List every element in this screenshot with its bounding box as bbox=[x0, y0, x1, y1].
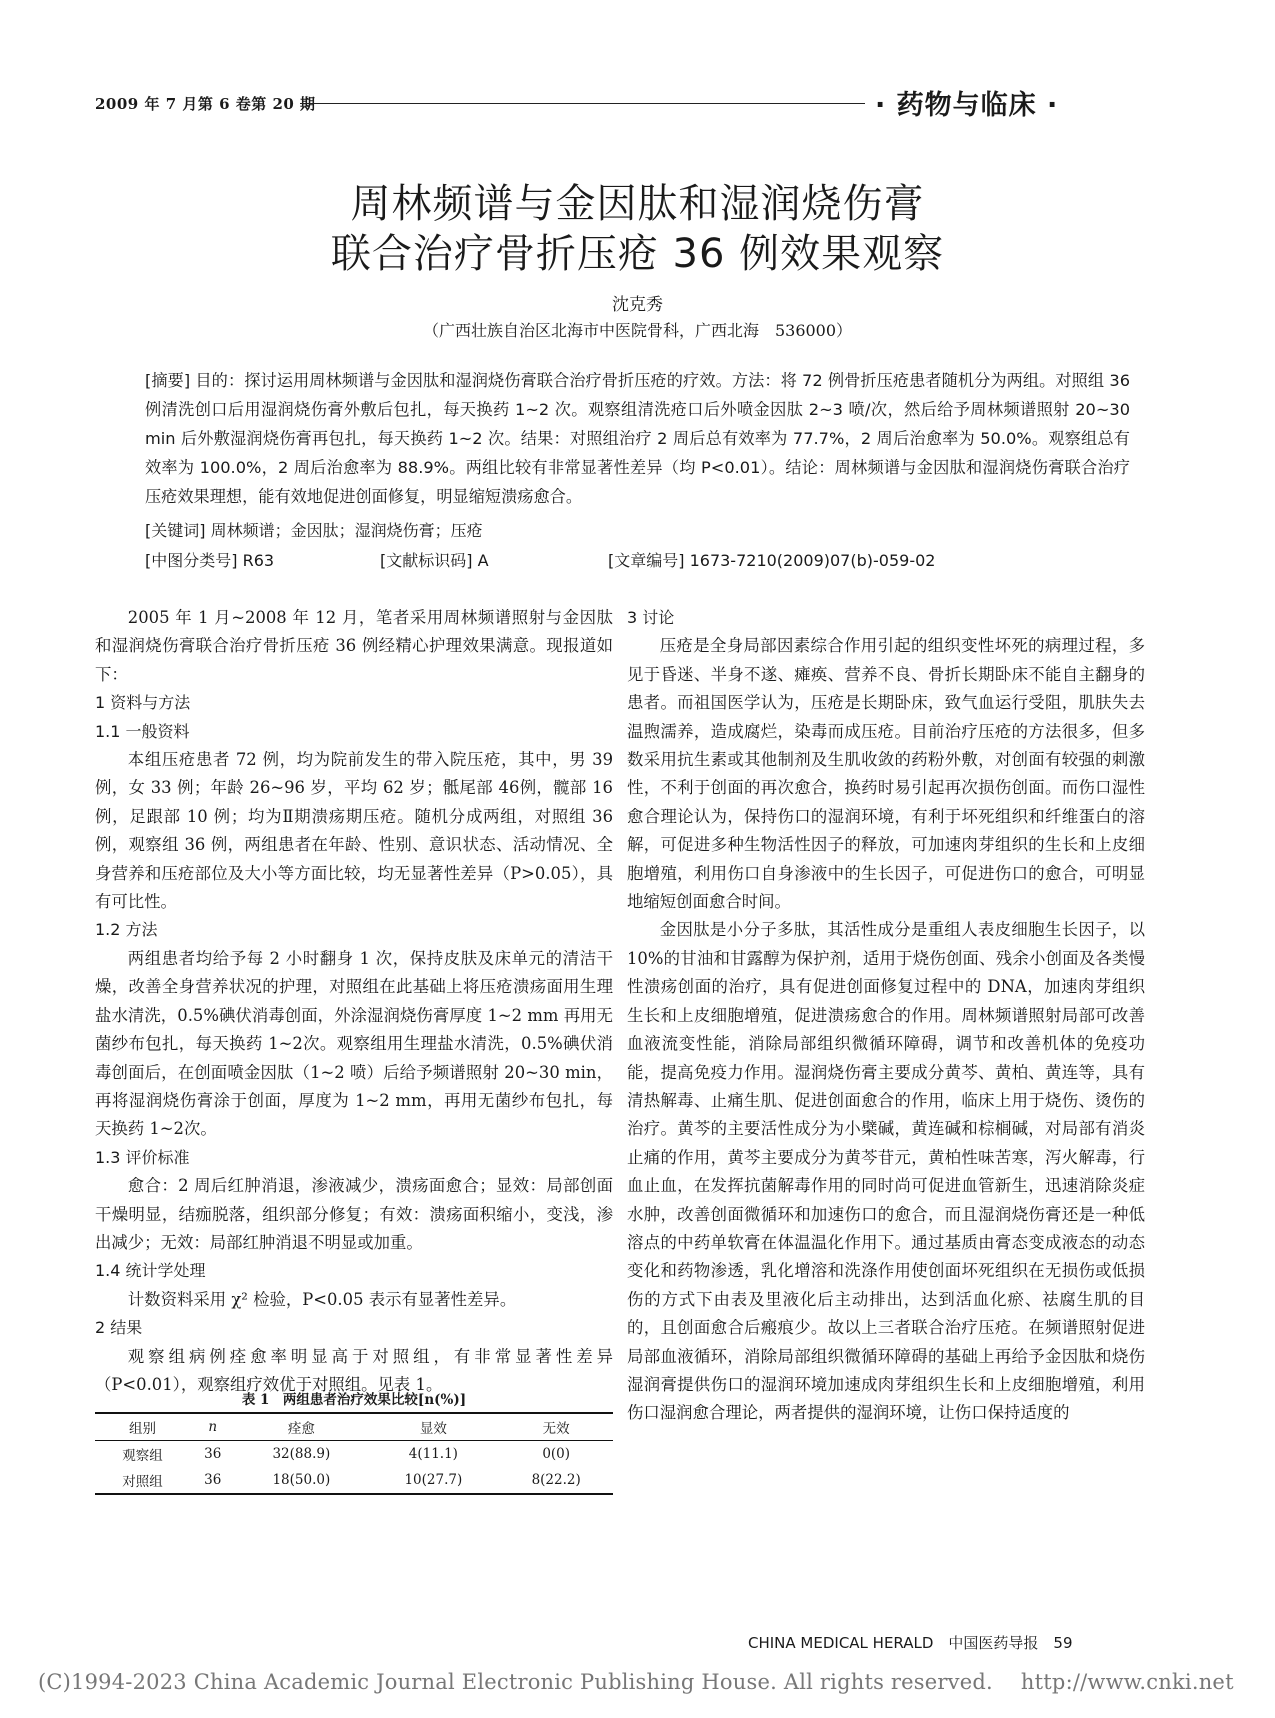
body-paragraph: 本组压疮患者 72 例，均为院前发生的带入院压疮，其中，男 39 例，女 33 例；年龄 26~96 岁，平均 62 岁；骶尾部 46例，髋部 16 例，足跟部 10 例；均为Ⅱ期溃疡期压疮。随机分成两组，对照组 36 例，观察组 36 例，两组患者在年龄、性别、意识状态、活动情况、全身营养和压疮部位及大小等方面比较，均无显著性差异（P>0.05），具有可比性。 bbox=[95, 750, 613, 912]
table-cell: 观察组 bbox=[122, 1448, 163, 1464]
subsection-heading: 1.1 一般资料 bbox=[95, 721, 190, 741]
body-paragraph: 观察组病例痊愈率明显高于对照组，有非常显著性差异（P<0.01），观察组疗效优于对照组。见表 1。 bbox=[95, 1346, 613, 1394]
table-row bbox=[95, 1467, 613, 1494]
article-title-line-1: 周林频谱与金因肽和湿润烧伤膏 bbox=[350, 181, 925, 227]
table-cell: 36 bbox=[204, 1472, 222, 1488]
body-paragraph: 两组患者均给予每 2 小时翻身 1 次，保持皮肤及床单元的清洁干燥，改善全身营养状况的护理，对照组在此基础上将压疮溃疡面用生理盐水清洗，0.5%碘伏消毒创面，外涂湿润烧伤膏厚度 1~2 mm 再用无菌纱布包扎，每天换药 1~2次。观察组用生理盐水清洗，0.5%碘伏消毒创面后，在创面喷金因肽（1~2 喷）后给予频谱照射 20~30 min，再将湿润烧伤膏涂于创面，厚度为 1~2 mm，再用无菌纱布包扎，每天换药 1~2次。 bbox=[95, 948, 613, 1139]
article-number-value: 1673-7210(2009)07(b)-059-02 bbox=[684, 551, 936, 570]
table-header-cell: 组别 bbox=[129, 1421, 157, 1437]
keywords bbox=[145, 518, 483, 541]
table-cell: 0(0) bbox=[542, 1446, 571, 1462]
copyright-notice: (C)1994-2023 China Academic Journal Electronic Publishing House. All rights reserved. http://www.cnki.net bbox=[38, 1670, 1234, 1694]
article-title-line-2: 联合治疗骨折压疮 36 例效果观察 bbox=[330, 231, 945, 277]
doc-code bbox=[380, 548, 489, 571]
doc-label: [文献标识码] bbox=[380, 551, 473, 570]
subsection-heading: 1.3 评价标准 bbox=[95, 1147, 190, 1167]
affiliation: （广西壮族自治区北海市中医院骨科，广西北海 536000） bbox=[422, 321, 853, 340]
section-heading: 3 讨论 bbox=[627, 608, 675, 627]
table-cell: 对照组 bbox=[122, 1474, 163, 1490]
author: 沈克秀 bbox=[612, 295, 663, 315]
table-caption: 表 1 两组患者治疗效果比较[n(%)] bbox=[241, 1392, 467, 1408]
body-paragraph: 压疮是全身局部因素综合作用引起的组织变性坏死的病理过程，多见于昏迷、半身不遂、瘫痪、营养不良、骨折长期卧床不能自主翻身的患者。而祖国医学认为，压疮是长期卧床，致气血运行受阻，肌肤失去温煦濡养，造成腐烂，染毒而成压疮。目前治疗压疮的方法很多，但多数采用抗生素或其他制剂及生肌收敛的药粉外敷，对创面有较强的刺激性，不利于创面的再次愈合，换药时易引起再次损伤创面。而伤口湿性愈合理论认为，保持伤口的湿润环境，有利于坏死组织和纤维蛋白的溶解，可促进多种生物活性因子的释放，可加速肉芽组织的生长和上皮细胞增殖，利用伤口自身渗液中的生长因子，可促进伤口的愈合，可明显地缩短创面愈合时间。 bbox=[627, 636, 1145, 912]
journal-footer: CHINA MEDICAL HERALD 中国医药导报 59 bbox=[748, 1634, 1073, 1652]
table-cell: 8(22.2) bbox=[531, 1472, 581, 1488]
subsection-heading: 1.4 统计学处理 bbox=[95, 1261, 206, 1281]
body-paragraph: 金因肽是小分子多肽，其活性成分是重组人表皮细胞生长因子，以 10%的甘油和甘露醇为保护剂，适用于烧伤创面、残余小创面及各类慢性溃疡创面的治疗，具有促进创面修复过程中的 DNA，加速肉芽组织生长和上皮细胞增殖，促进溃疡愈合的作用。周林频谱照射局部可改善血液流变性能，消除局部组织微循环障碍，调节和改善机体的免疫功能，提高免疫力作用。湿润烧伤膏主要成分黄芩、黄柏、黄连等，具有清热解毒、止痛生肌、促进创面愈合的作用，临床上用于烧伤、烫伤的治疗。黄芩的主要活性成分为小檗碱，黄连碱和棕榈碱，对局部有消炎止痛的作用，黄芩主要成分为黄芩苷元，黄柏性味苦寒，泻火解毒，行血止血，在发挥抗菌解毒作用的同时尚可促进血管新生，迅速消除炎症水肿，改善创面微循环和加速伤口的愈合，而且湿润烧伤膏还是一种低溶点的中药单软膏在体温温化作用下。通过基质由膏态变成液态的动态变化和药物渗透，乳化增溶和洗涤作用使创面坏死组织在无损伤或低损伤的方式下由表及里液化后主动排出，达到活血化瘀、祛腐生肌的目的，且创面愈合后瘢痕少。故以上三者联合治疗压疮。在频谱照射促进局部血液循环，消除局部组织微循环障碍的基础上再给予金因肽和烧伤湿润膏提供伤口的湿润环境加速成肉芽组织生长和上皮细胞增殖，利用伤口湿润愈合理论，两者提供的湿润环境，让伤口保持适度的 bbox=[627, 920, 1145, 1423]
header-rule bbox=[300, 103, 865, 104]
article-number-label: [文章编号] bbox=[608, 551, 685, 570]
right-column bbox=[627, 604, 1145, 1428]
abstract-text: 目的：探讨运用周林频谱与金因肽和湿润烧伤膏联合治疗骨折压疮的疗效。方法：将 72 例骨折压疮患者随机分为两组。对照组 36 例清洗创口后用湿润烧伤膏外敷后包扎，每天换药 1~2 次。观察组清洗疮口后外喷金因肽 2~3 喷/次，然后给予周林频谱照射 20~30 min 后外敷湿润烧伤膏再包扎，每天换药 1~2 次。结果：对照组治疗 2 周后总有效率为 77.7%，2 周后治愈率为 50.0%。观察组总有效率为 100.0%，2 周后治愈率为 88.9%。两组比较有非常显著性差异（均 P<0.01）。结论：周林频谱与金因肽和湿润烧伤膏联合治疗压疮效果理想，能有效地促进创面修复，明显缩短溃疡愈合。 bbox=[145, 371, 1130, 506]
subsection-heading: 1.2 方法 bbox=[95, 920, 158, 940]
article-number bbox=[608, 548, 935, 571]
section-heading: 2 结果 bbox=[95, 1318, 143, 1338]
table-cell: 36 bbox=[204, 1446, 222, 1462]
left-column bbox=[95, 604, 613, 1399]
section-heading: 1 资料与方法 bbox=[95, 693, 191, 713]
keywords-label: [关键词] bbox=[145, 521, 206, 540]
table-row bbox=[95, 1441, 613, 1468]
clc-number bbox=[145, 548, 274, 571]
table bbox=[95, 1412, 613, 1495]
table-header-cell: n bbox=[208, 1419, 218, 1435]
abstract bbox=[145, 366, 1130, 511]
table-header-row bbox=[95, 1413, 613, 1441]
table-header-cell: 无效 bbox=[542, 1421, 570, 1437]
table-cell: 10(27.7) bbox=[404, 1472, 463, 1488]
table-cell: 4(11.1) bbox=[408, 1446, 458, 1462]
keywords-text: 周林频谱；金因肽；湿润烧伤膏；压疮 bbox=[205, 521, 483, 540]
body-paragraph: 愈合：2 周后红肿消退，渗液减少，溃疡面愈合；显效：局部创面干燥明显，结痂脱落，组织部分修复；有效：溃疡面积缩小，变浅，渗出减少；无效：局部红肿消退不明显或加重。 bbox=[95, 1176, 613, 1252]
table-cell: 18(50.0) bbox=[272, 1472, 331, 1488]
clc-label: [中图分类号] bbox=[145, 551, 238, 570]
abstract-label: [摘要] bbox=[145, 371, 191, 390]
doc-value: A bbox=[472, 551, 489, 570]
table-header-cell: 痊愈 bbox=[287, 1421, 315, 1437]
issue-info: 2009 年 7 月第 6 卷第 20 期 bbox=[95, 95, 316, 113]
body-paragraph: 计数资料采用 χ² 检验，P<0.05 表示有显著性差异。 bbox=[127, 1289, 517, 1309]
clc-value: R63 bbox=[237, 551, 275, 570]
section-label: · 药物与临床 · bbox=[875, 90, 1059, 121]
results-table bbox=[95, 1388, 613, 1495]
intro-paragraph: 2005 年 1 月~2008 年 12 月，笔者采用周林频谱照射与金因肽和湿润烧伤膏联合治疗骨折压疮 36 例经精心护理效果满意。现报道如下： bbox=[95, 608, 613, 684]
table-cell: 32(88.9) bbox=[272, 1446, 331, 1462]
table-header-cell: 显效 bbox=[419, 1421, 447, 1437]
